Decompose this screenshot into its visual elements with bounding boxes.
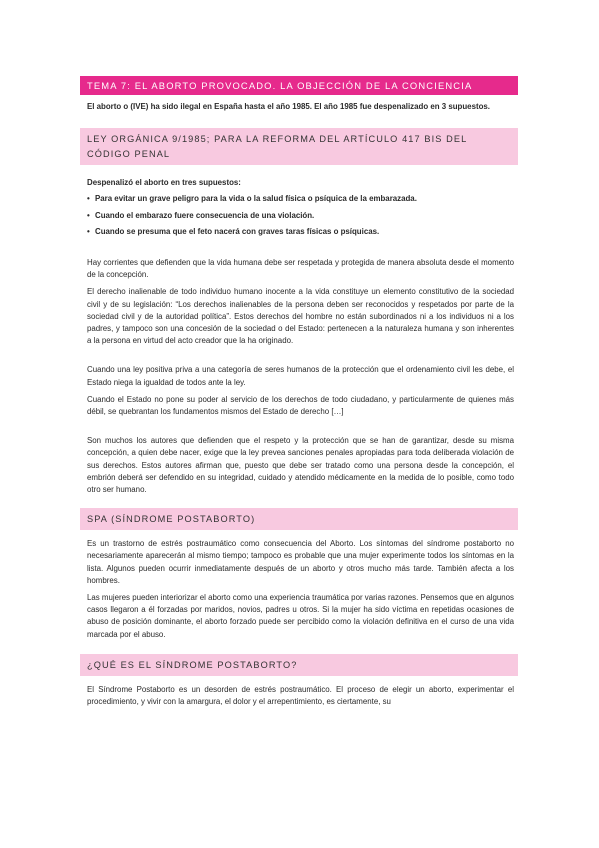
body-paragraph: El derecho inalienable de todo individuo humano inocente a la vida constituye un elemento constitutivo de la sociedad civil y de su legislación: “Los derechos inalienables de la persona deben ser reconocidos y respetados por parte de la sociedad civil y de la autoridad política”. Estos derechos del hombre no están subordinados ni a los individuos ni a los padres, y tampoco son una concesión de la sociedad o del Estado: pertenecen a la naturaleza humana y son inherentes a la persona en virtud del acto creador que la ha originado. <box>87 287 514 346</box>
body-paragraph: Son muchos los autores que defienden que el respeto y la protección que se han de garantizar, desde su misma concepción, a quien debe nacer, exige que la ley prevea sanciones penales apropiadas para toda deliberada violación de sus derechos. Estos autores afirman que, puesto que debe ser tratado como una persona desde la concepción, el embrión deberá ser defendido en su integridad, cuidado y atendido médicamente en la medida de lo posible, como todo otro ser humano. <box>87 436 514 495</box>
body-paragraph: Las mujeres pueden interiorizar el aborto como una experiencia traumática por varias razones. Pensemos que en algunos casos llegaron a él forzadas por maridos, novios, padres u otros. Si la mujer ha sido víctima en repetidas ocasiones de abuso de posición dominante, el aborto forzado puede ser percibido como la violación definitiva en el curso de una vida marcada por el abuso. <box>87 593 514 639</box>
bullet-item <box>87 210 514 222</box>
bullet-text: Cuando el embarazo fuere consecuencia de una violación. <box>95 210 315 220</box>
bullet-mark: • <box>87 226 90 236</box>
section-ley-body <box>80 177 518 496</box>
bullet-text: Cuando se presuma que el feto nacerá con graves taras físicas o psíquicas. <box>95 226 380 236</box>
body-paragraph: Hay corrientes que defienden que la vida humana debe ser respetada y protegida de manera absoluta desde el momento de la concepción. <box>87 258 514 280</box>
body-paragraph: El Síndrome Postaborto es un desorden de estrés postraumático. El proceso de elegir un aborto, experimentar el procedimiento, y vivir con la amargura, el dolor y el arrepentimiento, es ciertamente, su <box>87 684 514 707</box>
body-paragraph: Cuando una ley positiva priva a una categoría de seres humanos de la protección que el ordenamiento civil les debe, el Estado niega la igualdad de todos ante la ley. <box>87 365 514 387</box>
heading-que-es-spa: ¿QUÉ ES EL SÍNDROME POSTABORTO? <box>80 654 518 676</box>
heading-tema-7: TEMA 7: EL ABORTO PROVOCADO. LA OBJECCIÓN DE LA CONCIENCIA <box>80 76 518 95</box>
bullet-mark: • <box>87 194 90 204</box>
lead-paragraph: Despenalizó el aborto en tres supuestos: <box>87 178 241 188</box>
bullet-text: Para evitar un grave peligro para la vida o la salud física o psíquica de la embarazada. <box>95 194 417 204</box>
body-paragraph: Cuando el Estado no pone su poder al servicio de los derechos de todo ciudadano, y particularmente de quienes más débil, se quebrantan los fundamentos mismos del Estado de derecho […] <box>87 394 514 417</box>
bullet-item <box>87 193 514 205</box>
heading-ley-organica: LEY ORGÁNICA 9/1985; PARA LA REFORMA DEL ARTÍCULO 417 BIS DEL CÓDIGO PENAL <box>80 128 518 165</box>
page-content <box>80 76 518 708</box>
section-spa-body <box>80 538 518 641</box>
section-que-es-body <box>80 684 518 708</box>
bullet-item <box>87 226 514 238</box>
section-intro <box>80 101 518 113</box>
intro-paragraph: El aborto o (IVE) ha sido ilegal en España hasta el año 1985. El año 1985 fue despenalizado en 3 supuestos. <box>87 102 490 111</box>
heading-spa: SPA (SÍNDROME POSTABORTO) <box>80 508 518 530</box>
bullet-mark: • <box>87 210 90 220</box>
body-paragraph: Es un trastorno de estrés postraumático como consecuencia del Aborto. Los síntomas del síndrome postaborto no necesariamente aparecerán al mismo tiempo; tampoco es probable que una mujer experimente todos los síntomas en la lista. Algunos pueden ocurrir inmediatamente después de un aborto y otros mucho más tarde. También afecta a los hombres. <box>87 539 514 585</box>
